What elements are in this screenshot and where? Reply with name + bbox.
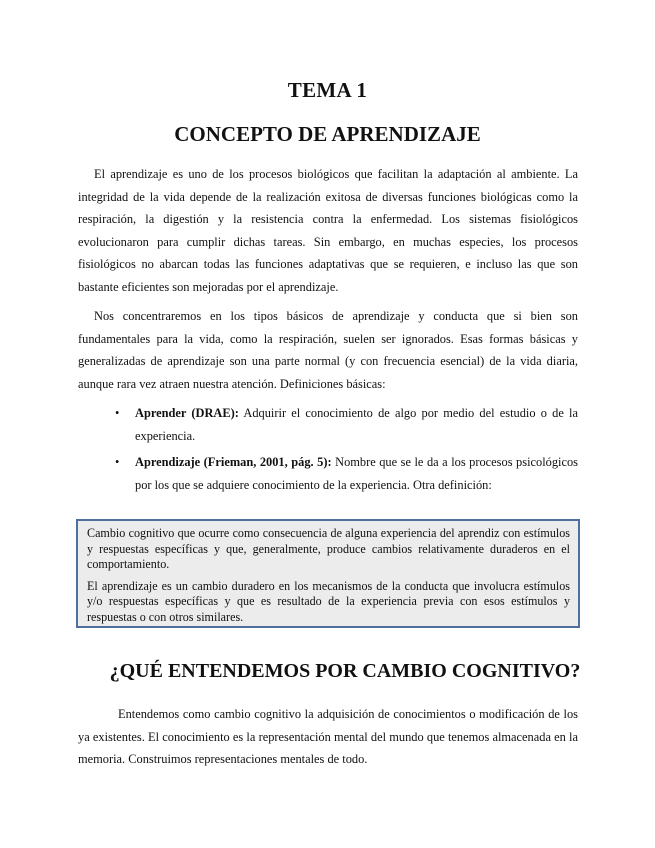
section-heading: ¿QUÉ ENTENDEMOS POR CAMBIO COGNITIVO? xyxy=(109,660,581,682)
page-title: CONCEPTO DE APRENDIZAJE xyxy=(174,122,481,146)
definition-term: Aprender (DRAE): xyxy=(135,406,239,420)
definition-text: Adquirir el conocimiento de algo por medio del estudio o de la experiencia. xyxy=(135,406,578,443)
box-definition-1: Cambio cognitivo que ocurre como consecuencia de alguna experiencia del aprendiz con estímulos y respuestas específicas y que, generalmente, produce cambios relativamente duraderos en el comportamiento. xyxy=(87,526,570,571)
box-definition-2: El aprendizaje es un cambio duradero en los mecanismos de la conducta que involucra estímulos y/o respuestas específicas y que es resultado de la experiencia previa con esos estímulos y respuestas o con otros similares. xyxy=(87,578,570,624)
bullet-icon: • xyxy=(115,455,120,470)
second-paragraph: Nos concentraremos en los tipos básicos de aprendizaje y conducta que si bien son fundamentales para la vida, como la respiración, suelen ser ignorados. Esas formas básicas y generalizadas de aprendizaje son una parte normal (y con frecuencia esencial) de la vida diaria, aunque rara vez atraen nuestra atención. Definiciones básicas: xyxy=(78,309,578,391)
list-item xyxy=(113,402,578,447)
definitions-list xyxy=(113,402,578,500)
bullet-icon: • xyxy=(115,406,120,420)
definition-term: Aprendizaje (Frieman, 2001, pág. 5): xyxy=(135,455,332,470)
intro-paragraph: El aprendizaje es uno de los procesos biológicos que facilitan la adaptación al ambiente. La integridad de la vida depende de la realización exitosa de diversas funciones biológicas como la respiración, la digestión y la resistencia contra la enfermedad. Los sistemas fisiológicos evolucionaron para cumplir dichas tareas. Sin embargo, en muchas especies, los procesos fisiológicos no abarcan todas las funciones adaptativas que se requieren, e incluso las que son bastante eficientes son mejoradas por el aprendizaje. xyxy=(78,167,578,294)
definition-text: Nombre que se le da a los procesos psicológicos por los que se adquiere conocimiento de la experiencia. Otra definición: xyxy=(135,455,578,492)
definition-box xyxy=(76,519,580,628)
list-item xyxy=(113,451,578,496)
cognitive-change-paragraph: Entendemos como cambio cognitivo la adquisición de conocimientos o modificación de los ya existentes. El conocimiento es la representación mental del mundo que tenemos almacenada en la memoria. Construimos representaciones mentales de todo. xyxy=(78,707,578,767)
tema-label: TEMA 1 xyxy=(287,78,368,102)
